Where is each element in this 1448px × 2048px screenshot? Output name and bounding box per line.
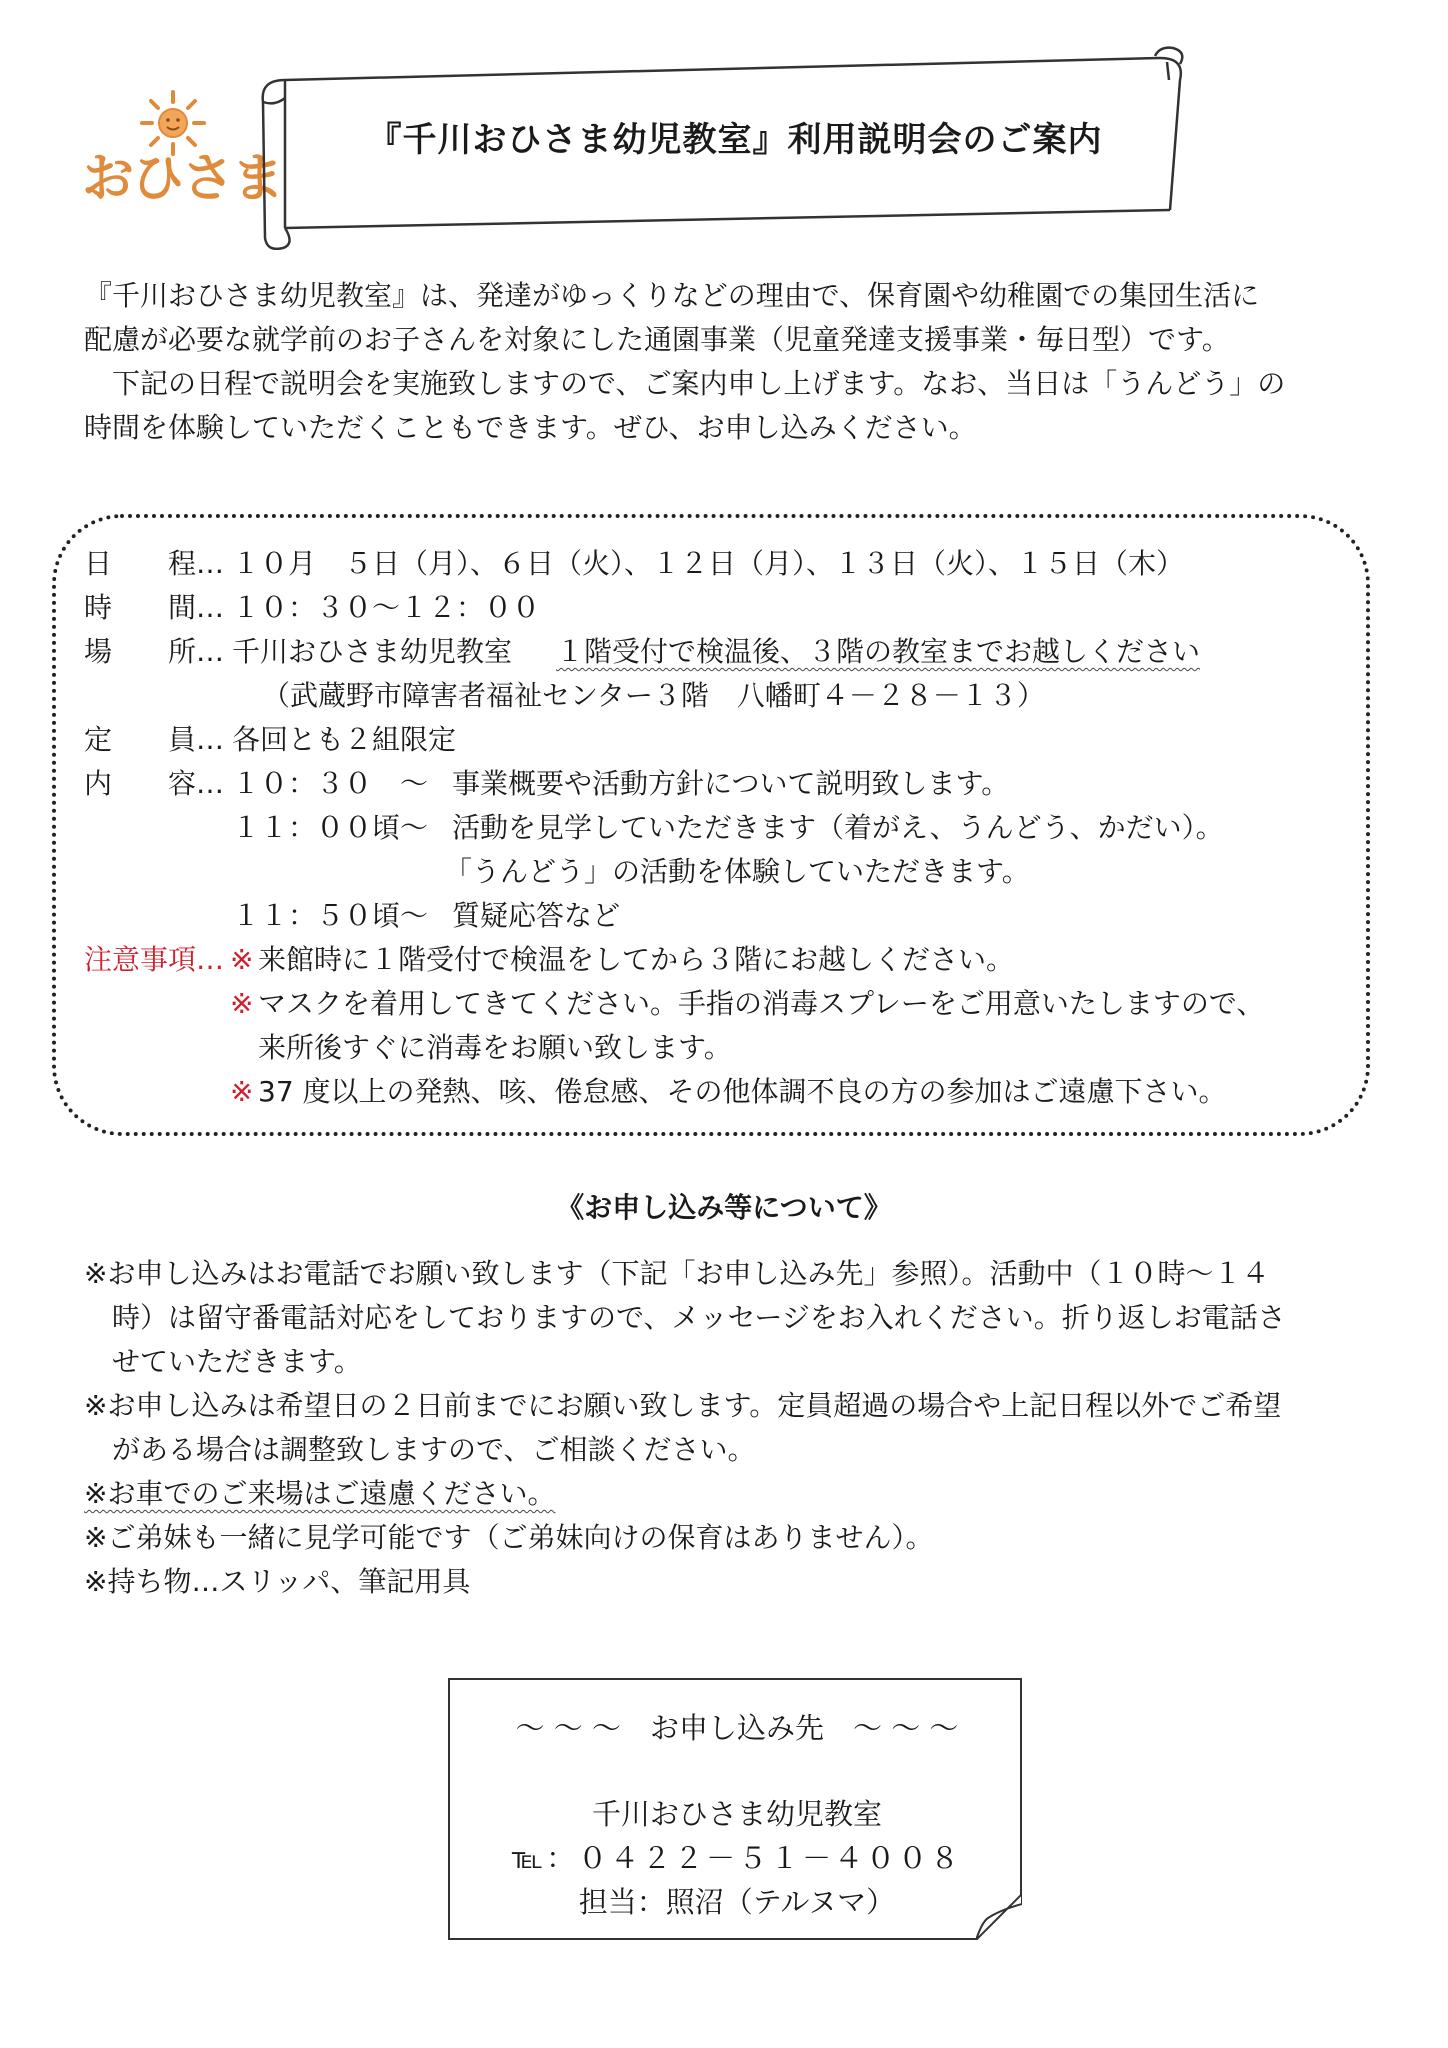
application-heading: 《お申し込み等について》 <box>556 1191 892 1224</box>
intro-paragraph-2-line-2: 時間を体験していただくこともできます。ぜひ、お申し込みください。 <box>84 411 977 444</box>
intro-paragraph-1-line-1: 『千川おひさま幼児教室』は、発達がゆっくりなどの理由で、保育園や幼稚園での集団生活に <box>84 279 1260 312</box>
contact-person: 担当：照沼（テルヌマ） <box>578 1885 896 1919</box>
content-3-text: 質疑応答など <box>452 899 621 932</box>
note-4: ※ご弟妹も一緒に見学可能です（ご弟妹向けの保育はありません）。 <box>84 1521 934 1554</box>
note-1-line-3: せていただきます。 <box>112 1345 362 1378</box>
time-label: 時 間… <box>84 591 225 624</box>
caution-3: 37 度以上の発熱、咳、倦怠感、その他体調不良の方の参加はご遠慮下さい。 <box>258 1075 1227 1108</box>
capacity-value: 各回とも２組限定 <box>232 723 457 756</box>
caution-mark-3: ※ <box>230 1075 254 1108</box>
contact-name: 千川おひさま幼児教室 <box>591 1797 882 1831</box>
place-note: １階受付で検温後、３階の教室までお越しください <box>556 635 1201 668</box>
capacity-label: 定 員… <box>84 723 225 756</box>
logo-text: おひさま <box>82 149 283 209</box>
schedule-value: １０月 ５日（月）、６日（火）、１２日（月）、１３日（火）、１５日（木） <box>232 547 1185 580</box>
note-1-line-2: 時）は留守番電話対応をしておりますので、メッセージをお入れください。折り返しお電話さ <box>112 1301 1286 1334</box>
contact-box <box>448 1678 1022 1940</box>
note-2-line-1: ※お申し込みは希望日の２日前までにお願い致します。定員超過の場合や上記日程以外でご希望 <box>84 1389 1282 1422</box>
caution-mark-1: ※ <box>230 943 254 976</box>
content-1-time: １０：３０ ～ <box>232 767 429 800</box>
place-value: 千川おひさま幼児教室 <box>232 635 513 668</box>
logo <box>80 88 283 218</box>
intro-paragraph-1-line-2: 配慮が必要な就学前のお子さんを対象にした通園事業（児童発達支援事業・毎日型）です。 <box>84 323 1230 356</box>
note-5: ※持ち物…スリッパ、筆記用具 <box>84 1565 471 1598</box>
place-address: （武蔵野市障害者福祉センター３階 八幡町４－２８－１３） <box>262 679 1045 712</box>
page-title: 『千川おひさま幼児教室』利用説明会のご案内 <box>367 120 1103 160</box>
schedule-label: 日 程… <box>84 547 225 580</box>
note-1-line-1: ※お申し込みはお電話でお願い致します（下記「お申し込み先」参照）。活動中（１０時～１４ <box>84 1257 1270 1290</box>
content-label: 内 容… <box>84 767 225 800</box>
caution-2b: 来所後すぐに消毒をお願い致します。 <box>258 1031 732 1064</box>
contact-tel: ℡：０４２２－５１－４００８ <box>511 1841 963 1875</box>
caution-mark-2: ※ <box>230 987 254 1020</box>
content-2b-text: 「うんどう」の活動を体験していただきます。 <box>444 855 1030 888</box>
note-2-line-2: がある場合は調整致しますので、ご相談ください。 <box>112 1433 756 1466</box>
intro-paragraph-2-line-1: 下記の日程で説明会を実施致しますので、ご案内申し上げます。なお、当日は「うんどう」の <box>112 367 1286 400</box>
content-3-time: １１：５０頃～ <box>232 899 429 932</box>
page-fold-corner <box>976 1894 1022 1940</box>
caution-2a: マスクを着用してきてください。手指の消毒スプレーをご用意いたしますので、 <box>258 987 1265 1020</box>
content-2-time: １１：００頃～ <box>232 811 429 844</box>
note-3: ※お車でのご来場はご遠慮ください。 <box>84 1477 556 1510</box>
content-2-text: 活動を見学していただきます（着がえ、うんどう、かだい）。 <box>452 811 1224 844</box>
contact-header: ～ ～ ～ お申し込み先 ～ ～ ～ <box>515 1711 959 1745</box>
caution-label: 注意事項… <box>84 943 225 976</box>
place-label: 場 所… <box>84 635 225 668</box>
caution-1: 来館時に１階受付で検温をしてから３階にお越しください。 <box>258 943 1015 976</box>
content-1-text: 事業概要や活動方針について説明致します。 <box>452 767 1010 800</box>
time-value: １０：３０～１２：００ <box>232 591 541 624</box>
